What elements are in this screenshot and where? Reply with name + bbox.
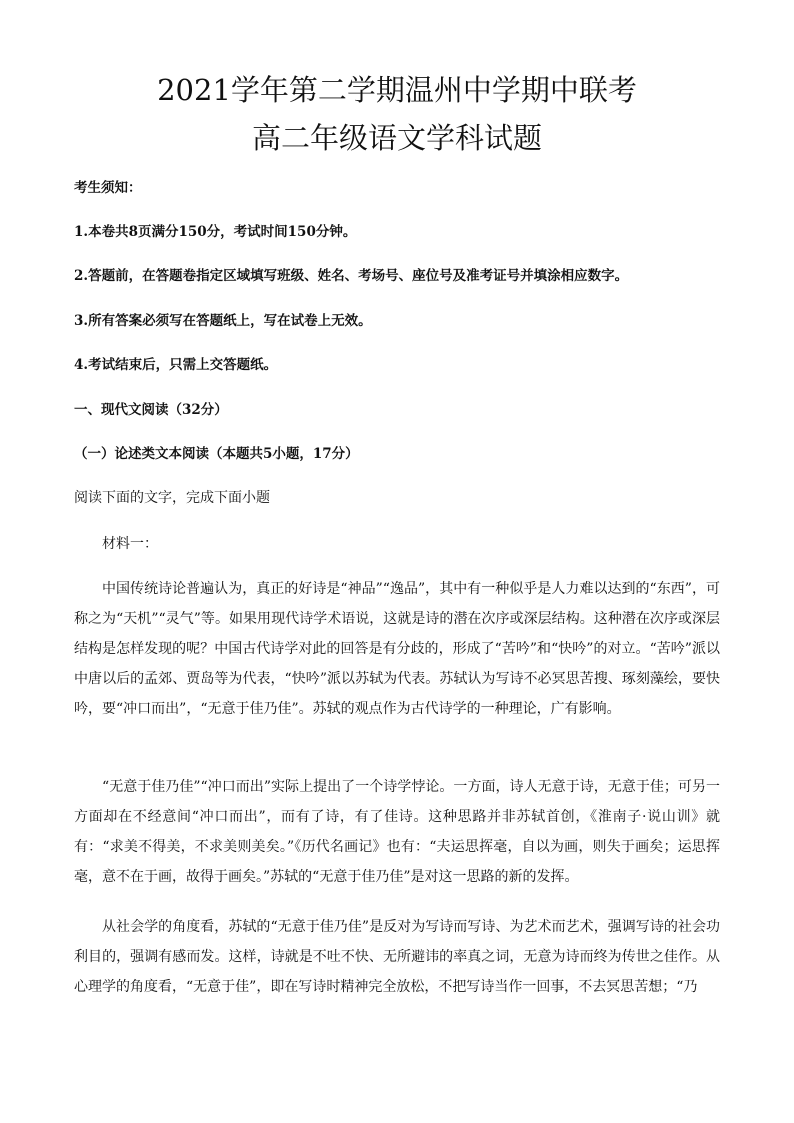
notice-item-1: 1.本卷共8页满分150分，考试时间150分钟。 <box>74 224 357 240</box>
exam-subtitle: 高二年级语文学科试题 <box>251 121 542 155</box>
paragraph-3: 从社会学的角度看，苏轼的“无意于佳乃佳”是反对为写诗而写诗、为艺术而艺术，强调写诗的社会功利目的，强调有感而发。这样，诗就是不吐不快、无所避讳的率真之词，无意为诗而终为传世之佳作。从心理学的角度看，“无意于佳”，即在写诗时精神完全放松，不把写诗当作一回事，不去冥思苦想；“乃 <box>74 919 720 995</box>
paragraph-2: “无意于佳乃佳”“冲口而出”实际上提出了一个诗学悖论。一方面，诗人无意于诗，无意于佳；可另一方面却在不经意间“冲口而出”，而有了诗，有了佳诗。这种思路并非苏轼首创，《淮南子·说山训》就有：“求美不得美，不求美则美矣。”《历代名画记》也有：“夫运思挥毫，自以为画，则失于画矣；运思挥毫，意不在于画，故得于画矣。”苏轼的“无意于佳乃佳”是对这一思路的新的发挥。 <box>74 779 720 885</box>
exam-title: 2021学年第二学期温州中学期中联考 <box>157 73 637 107</box>
section-heading: 一、现代文阅读（32分） <box>74 402 228 418</box>
material-label: 材料一： <box>102 536 158 552</box>
notice-heading: 考生须知： <box>74 180 142 196</box>
notice-item-2: 2.答题前，在答题卷指定区域填写班级、姓名、考场号、座位号及准考证号并填涂相应数字。 <box>74 268 629 284</box>
paragraph-1: 中国传统诗论普遍认为，真正的好诗是“神品”“逸品”，其中有一种似乎是人力难以达到的“东西”，可称之为“天机”“灵气”等。如果用现代诗学术语说，这就是诗的潜在次序或深层结构。这种潜在次序或深层结构是怎样发现的呢？中国古代诗学对此的回答是有分歧的，形成了“苦吟”和“快吟”的对立。“苦吟”派以中唐以后的孟郊、贾岛等为代表，“快吟”派以苏轼为代表。苏轼认为写诗不必冥思苦搜、琢刻藻绘，要快吟，要“冲口而出”，“无意于佳乃佳”。苏轼的观点作为古代诗学的一种理论，广有影响。 <box>74 581 720 717</box>
reading-instruction: 阅读下面的文字，完成下面小题 <box>74 490 270 506</box>
notice-item-4: 4.考试结束后，只需上交答题纸。 <box>74 357 278 373</box>
section-subheading: （一）论述类文本阅读（本题共5小题，17分） <box>74 446 359 462</box>
notice-item-3: 3.所有答案必须写在答题纸上，写在试卷上无效。 <box>74 313 372 329</box>
